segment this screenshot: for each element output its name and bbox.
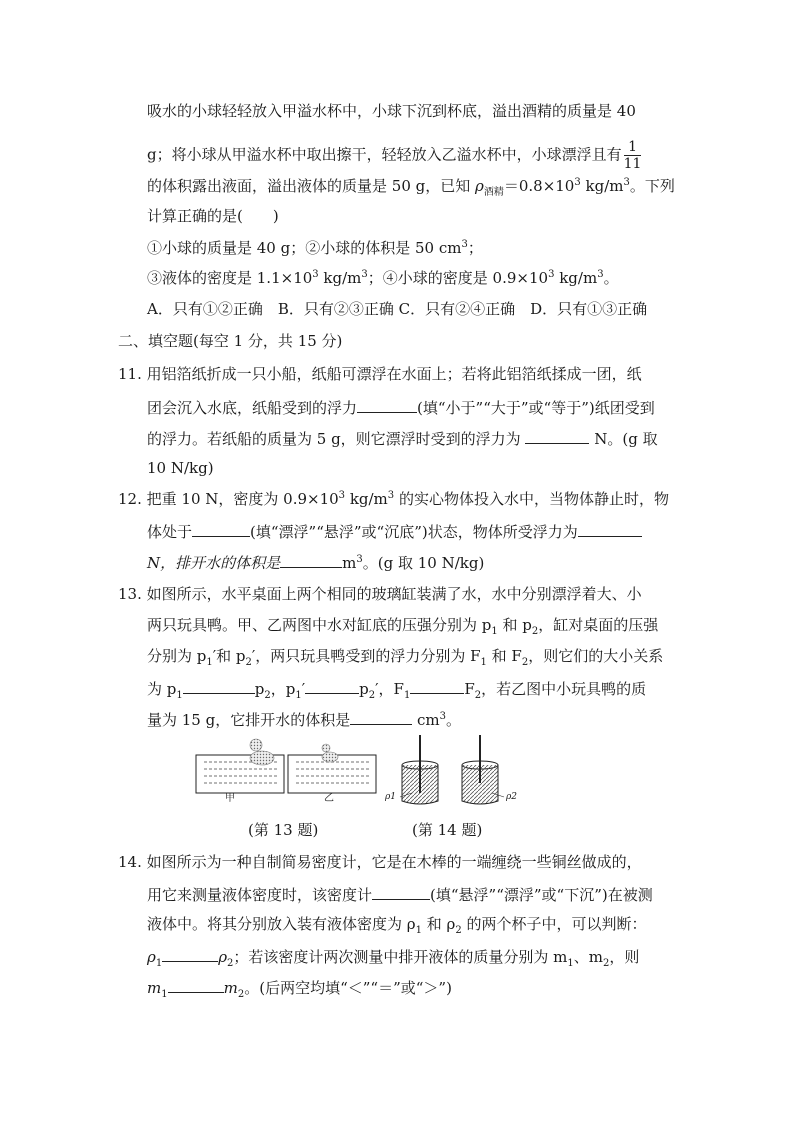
q14-line-5: $m_1$ $m_2$。(后两空均填“＜”“＝”或“＞”) [147, 976, 452, 998]
q10-options: A．只有①②正确 B．只有②③正确 C．只有②④正确 D．只有①③正确 [147, 300, 648, 318]
q13-line-5: 量为 15 g，它排开水的体积是 $cm^3$。 [147, 708, 461, 730]
q10-line-4: 计算正确的是( ) [147, 207, 279, 225]
q14-line-2: 用它来测量液体密度时，该密度计 (填“悬浮”“漂浮”或“下沉”)在被测 [147, 883, 653, 905]
q10-line-2: g；将小球从甲溢水杯中取出擦干，轻轻放入乙溢水杯中，小球漂浮且有 $\frac{1}{11}$ [147, 139, 642, 172]
label-jia: 甲 [225, 793, 235, 804]
figure-13-14 [190, 735, 530, 810]
q13-line-2: 两只玩具鸭。甲、乙两图中水对缸底的压强分别为 $p_1$ 和 $p_2$，缸对桌面的压强 [147, 616, 659, 637]
q13-line-3: 分别为 $p_1'$和 $p_2'$，两只玩具鸭受到的浮力分别为 $F_1$ 和 $F_2$，则它们的大小关系 [147, 647, 664, 668]
q10-statement-2: ③液体的密度是 $1.1\times 10^3$ $kg/m^3$；④小球的密度是 $0.9\times 10^3$ $kg/m^3$。 [147, 269, 619, 287]
answer-blank[interactable] [578, 520, 642, 537]
caption-fig-14: (第 14 题) [412, 821, 483, 839]
label-yi: 乙 [324, 793, 334, 804]
answer-blank[interactable] [162, 945, 218, 962]
q13-line-1: 13. 如图所示，水平桌面上两个相同的玻璃缸装满了水，水中分别漂浮着大、小 [118, 585, 642, 603]
label-rho1: ρ1 [385, 792, 397, 802]
q11-line-2: 团会沉入水底，纸船受到的浮力 (填“小于”“大于”或“等于”)纸团受到 [147, 396, 655, 418]
q14-line-1: 14. 如图所示为一种自制简易密度计，它是在木棒的一端缠绕一些铜丝做成的， [118, 853, 642, 871]
answer-blank[interactable] [192, 520, 250, 537]
answer-blank[interactable] [280, 551, 342, 568]
q12-line-1: 12. 把重 10 N，密度为 $0.9\times 10^3$ $kg/m^3$ 的实心物体投入水中，当物体静止时，物 [118, 490, 669, 508]
caption-fig-13: (第 13 题) [248, 821, 319, 839]
q12-line-3: N，排开水的体积是 $m^3$。(g 取 10 N/kg) [147, 551, 484, 573]
q10-line-3: 的体积露出液面，溢出液体的质量是 50 g，已知 $\rho_{酒精}=0.8\times 10^3$ $kg/m^3$。下列 [147, 177, 675, 198]
answer-blank[interactable] [168, 976, 224, 993]
q10-statement-1: ①小球的质量是 40 g；②小球的体积是 50 $cm^3$； [147, 239, 483, 257]
fraction-1-11: $\frac{1}{11}$ [623, 139, 642, 172]
q11-line-4: 10 N/kg) [147, 459, 214, 477]
answer-blank[interactable] [410, 677, 464, 694]
big-duck-icon [250, 739, 274, 765]
label-rho2: ρ2 [506, 792, 518, 802]
q14-line-4: $\rho_1$ $\rho_2$；若该密度计两次测量中排开液体的质量分别为 $m_1$、$m_2$，则 [147, 945, 639, 967]
q11-line-3: 的浮力。若纸船的质量为 5 g，则它漂浮时受到的浮力为 N。(g 取 [147, 427, 658, 449]
tank-yi [288, 744, 376, 793]
answer-blank[interactable] [305, 677, 359, 694]
q14-line-3: 液体中。将其分别放入装有液体密度为 $\rho_1$ 和 $\rho_2$ 的两个杯子中，可以判断： [147, 915, 647, 936]
tank-jia [196, 739, 284, 793]
q12-line-2: 体处于 (填“漂浮”“悬浮”或“沉底”)状态，物体所受浮力为 [147, 520, 642, 542]
beaker-rho1 [400, 735, 438, 804]
answer-blank[interactable] [525, 427, 589, 444]
beaker-rho2 [462, 735, 504, 804]
answer-blank[interactable] [372, 883, 430, 900]
q11-line-1: 11. 用铝箔纸折成一只小船，纸船可漂浮在水面上；若将此铝箔纸揉成一团，纸 [118, 365, 642, 383]
answer-blank[interactable] [350, 708, 412, 725]
q13-line-4: 为 $p_1$ $p_2$，$p_1'$ $p_2'$，$F_1$ $F_2$，若乙图中小玩具鸭的质 [147, 677, 646, 699]
answer-blank[interactable] [183, 677, 255, 694]
answer-blank[interactable] [357, 396, 417, 413]
q10-line-1: 吸水的小球轻轻放入甲溢水杯中，小球下沉到杯底，溢出酒精的质量是 40 [147, 102, 636, 120]
section-heading: 二、填空题(每空 1 分，共 15 分) [118, 332, 343, 350]
small-duck-icon [322, 744, 338, 762]
